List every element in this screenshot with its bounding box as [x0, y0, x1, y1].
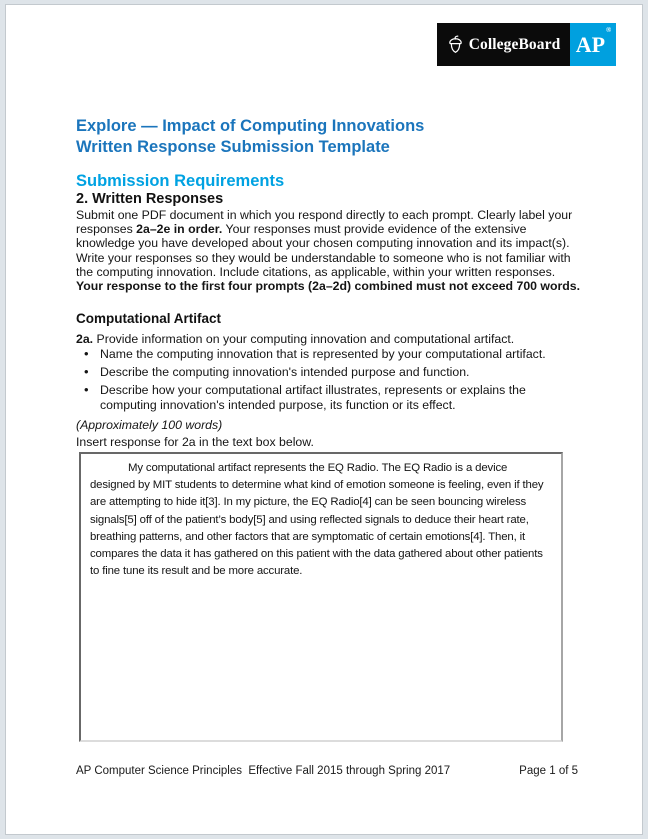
word-count-note: (Approximately 100 words) [76, 418, 223, 432]
bullet-item: • Describe how your computational artifact illustrates, represents or explains the computing innovation's intended purpose, its function or its effect. [76, 383, 583, 413]
prompt-2a-bullet-list [76, 347, 583, 416]
response-2a-textbox[interactable] [79, 452, 563, 742]
footer-course-label: AP Computer Science Principles Effective Fall 2015 through Spring 2017 [76, 765, 451, 777]
footer-page-number: Page 1 of 5 [519, 765, 578, 777]
prompt-2a-label: 2a. [76, 332, 94, 346]
heading-computational-artifact: Computational Artifact [76, 311, 221, 326]
intro-segment: Your responses must provide evidence of the extensive knowledge you have developed about your chosen computing innovation and its impact(s). Write your responses so they would be understandable to someone who is not familiar with the computing innovation. Include citations, as applicable, within your written responses. [76, 222, 571, 279]
insert-instruction: Insert response for 2a in the text box below. [76, 435, 314, 449]
heading-written-responses: 2. Written Responses [76, 191, 224, 207]
ap-wordmark: AP® [575, 25, 612, 57]
prompt-2a [76, 332, 583, 346]
bullet-item: • Describe the computing innovation's intended purpose and function. [76, 365, 583, 380]
ap-logo [570, 23, 616, 66]
intro-segment: Submit one PDF document in which you respond directly to each prompt. Clearly label your responses [76, 208, 573, 237]
intro-segment-bold: 2a–2e in order. [136, 222, 223, 237]
collegeboard-logo [437, 23, 570, 66]
response-2a-text: My computational artifact represents the EQ Radio. The EQ Radio is a device designed by MIT students to determine what kind of emotion someone is feeling, even if they are attempting to hide it[3]. In my picture, the EQ Radio[4] can be seen bouncing wireless signals[5] off of the patient’s body[5] and using reflected signals to deduce their heart rate, breathing patterns, and other factors that are symptomatic of certain emotions[4]. Then, it compares the data it has gathered on this patient with the data gathered about other patients to fine tune its result and be more accurate. [90, 462, 544, 578]
heading-submission-requirements: Submission Requirements [76, 172, 285, 190]
acorn-icon [447, 35, 464, 54]
bullet-item: • Name the computing innovation that is represented by your computational artifact. [76, 347, 583, 362]
document-title-line2: Written Response Submission Template [76, 137, 390, 156]
prompt-2a-text: Provide information on your computing innovation and computational artifact. [93, 332, 515, 346]
registered-mark: ® [606, 25, 612, 34]
intro-paragraph [76, 208, 583, 293]
header-logo-strip [437, 23, 616, 66]
document-title-line1: Explore — Impact of Computing Innovations [76, 117, 425, 135]
page-footer [76, 765, 578, 777]
document-page [5, 4, 643, 835]
intro-segment-bold: Your response to the first four prompts (2a–2d) combined must not exceed 700 words. [76, 279, 581, 294]
collegeboard-wordmark: CollegeBoard [468, 35, 561, 53]
document-title [76, 116, 424, 157]
